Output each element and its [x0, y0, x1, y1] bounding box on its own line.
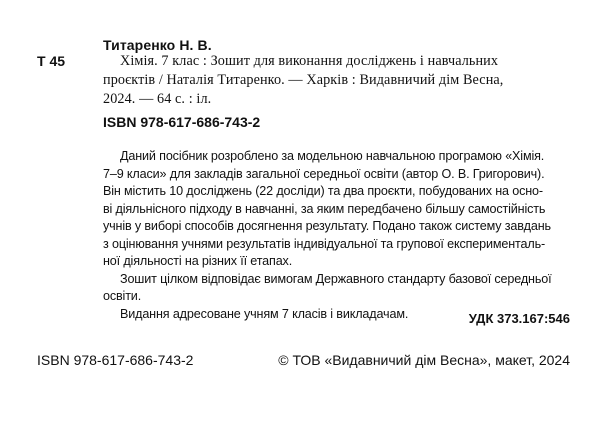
annotation-line: ної діяльності на різних її етапах. — [103, 254, 293, 268]
annotation-line: з оцінювання учнями результатів індивідуальної та групової експерименталь- — [103, 236, 546, 251]
bibliographic-description — [103, 52, 583, 109]
udk-code: УДК 373.167:546 — [468, 311, 570, 326]
library-code: Т 45 — [37, 53, 66, 69]
annotation-line: 7–9 класи» для закладів загальної середньої освіти (автор О. В. Григорович). — [103, 166, 545, 181]
annotation-line: Зошит цілком відповідає вимогам Державного стандарту базової середньої — [120, 271, 552, 286]
annotation-line: освіти. — [103, 289, 142, 303]
title-line: Хімія. 7 клас : Зошит для виконання досліджень і навчальних — [120, 53, 499, 69]
annotation — [103, 148, 583, 323]
title-line: 2024. — 64 с. : іл. — [103, 91, 212, 107]
annotation-line: Даний посібник розроблено за модельною навчальною програмою «Хімія. — [120, 149, 545, 163]
annotation-line: учнів у виборі способів досягнення результату. Подано також систему завдань — [103, 219, 551, 233]
annotation-line: ві діяльнісного підходу в навчанні, за яким передбачено більшу самостійність — [103, 201, 546, 216]
annotation-line: Він містить 10 досліджень (22 досліди) та два проєкти, побудованих на осно- — [103, 184, 543, 198]
footer-copyright: © ТОВ «Видавничий дім Весна», макет, 2024 — [278, 352, 570, 368]
annotation-line: Видання адресоване учням 7 класів і викладачам. — [120, 306, 409, 321]
isbn-record: ISBN 978-617-686-743-2 — [103, 114, 261, 130]
author-heading: Титаренко Н. В. — [103, 37, 212, 53]
footer-isbn: ISBN 978-617-686-743-2 — [37, 352, 194, 368]
title-line: проєктів / Наталія Титаренко. — Харків : Видавничий дім Весна, — [103, 72, 504, 88]
